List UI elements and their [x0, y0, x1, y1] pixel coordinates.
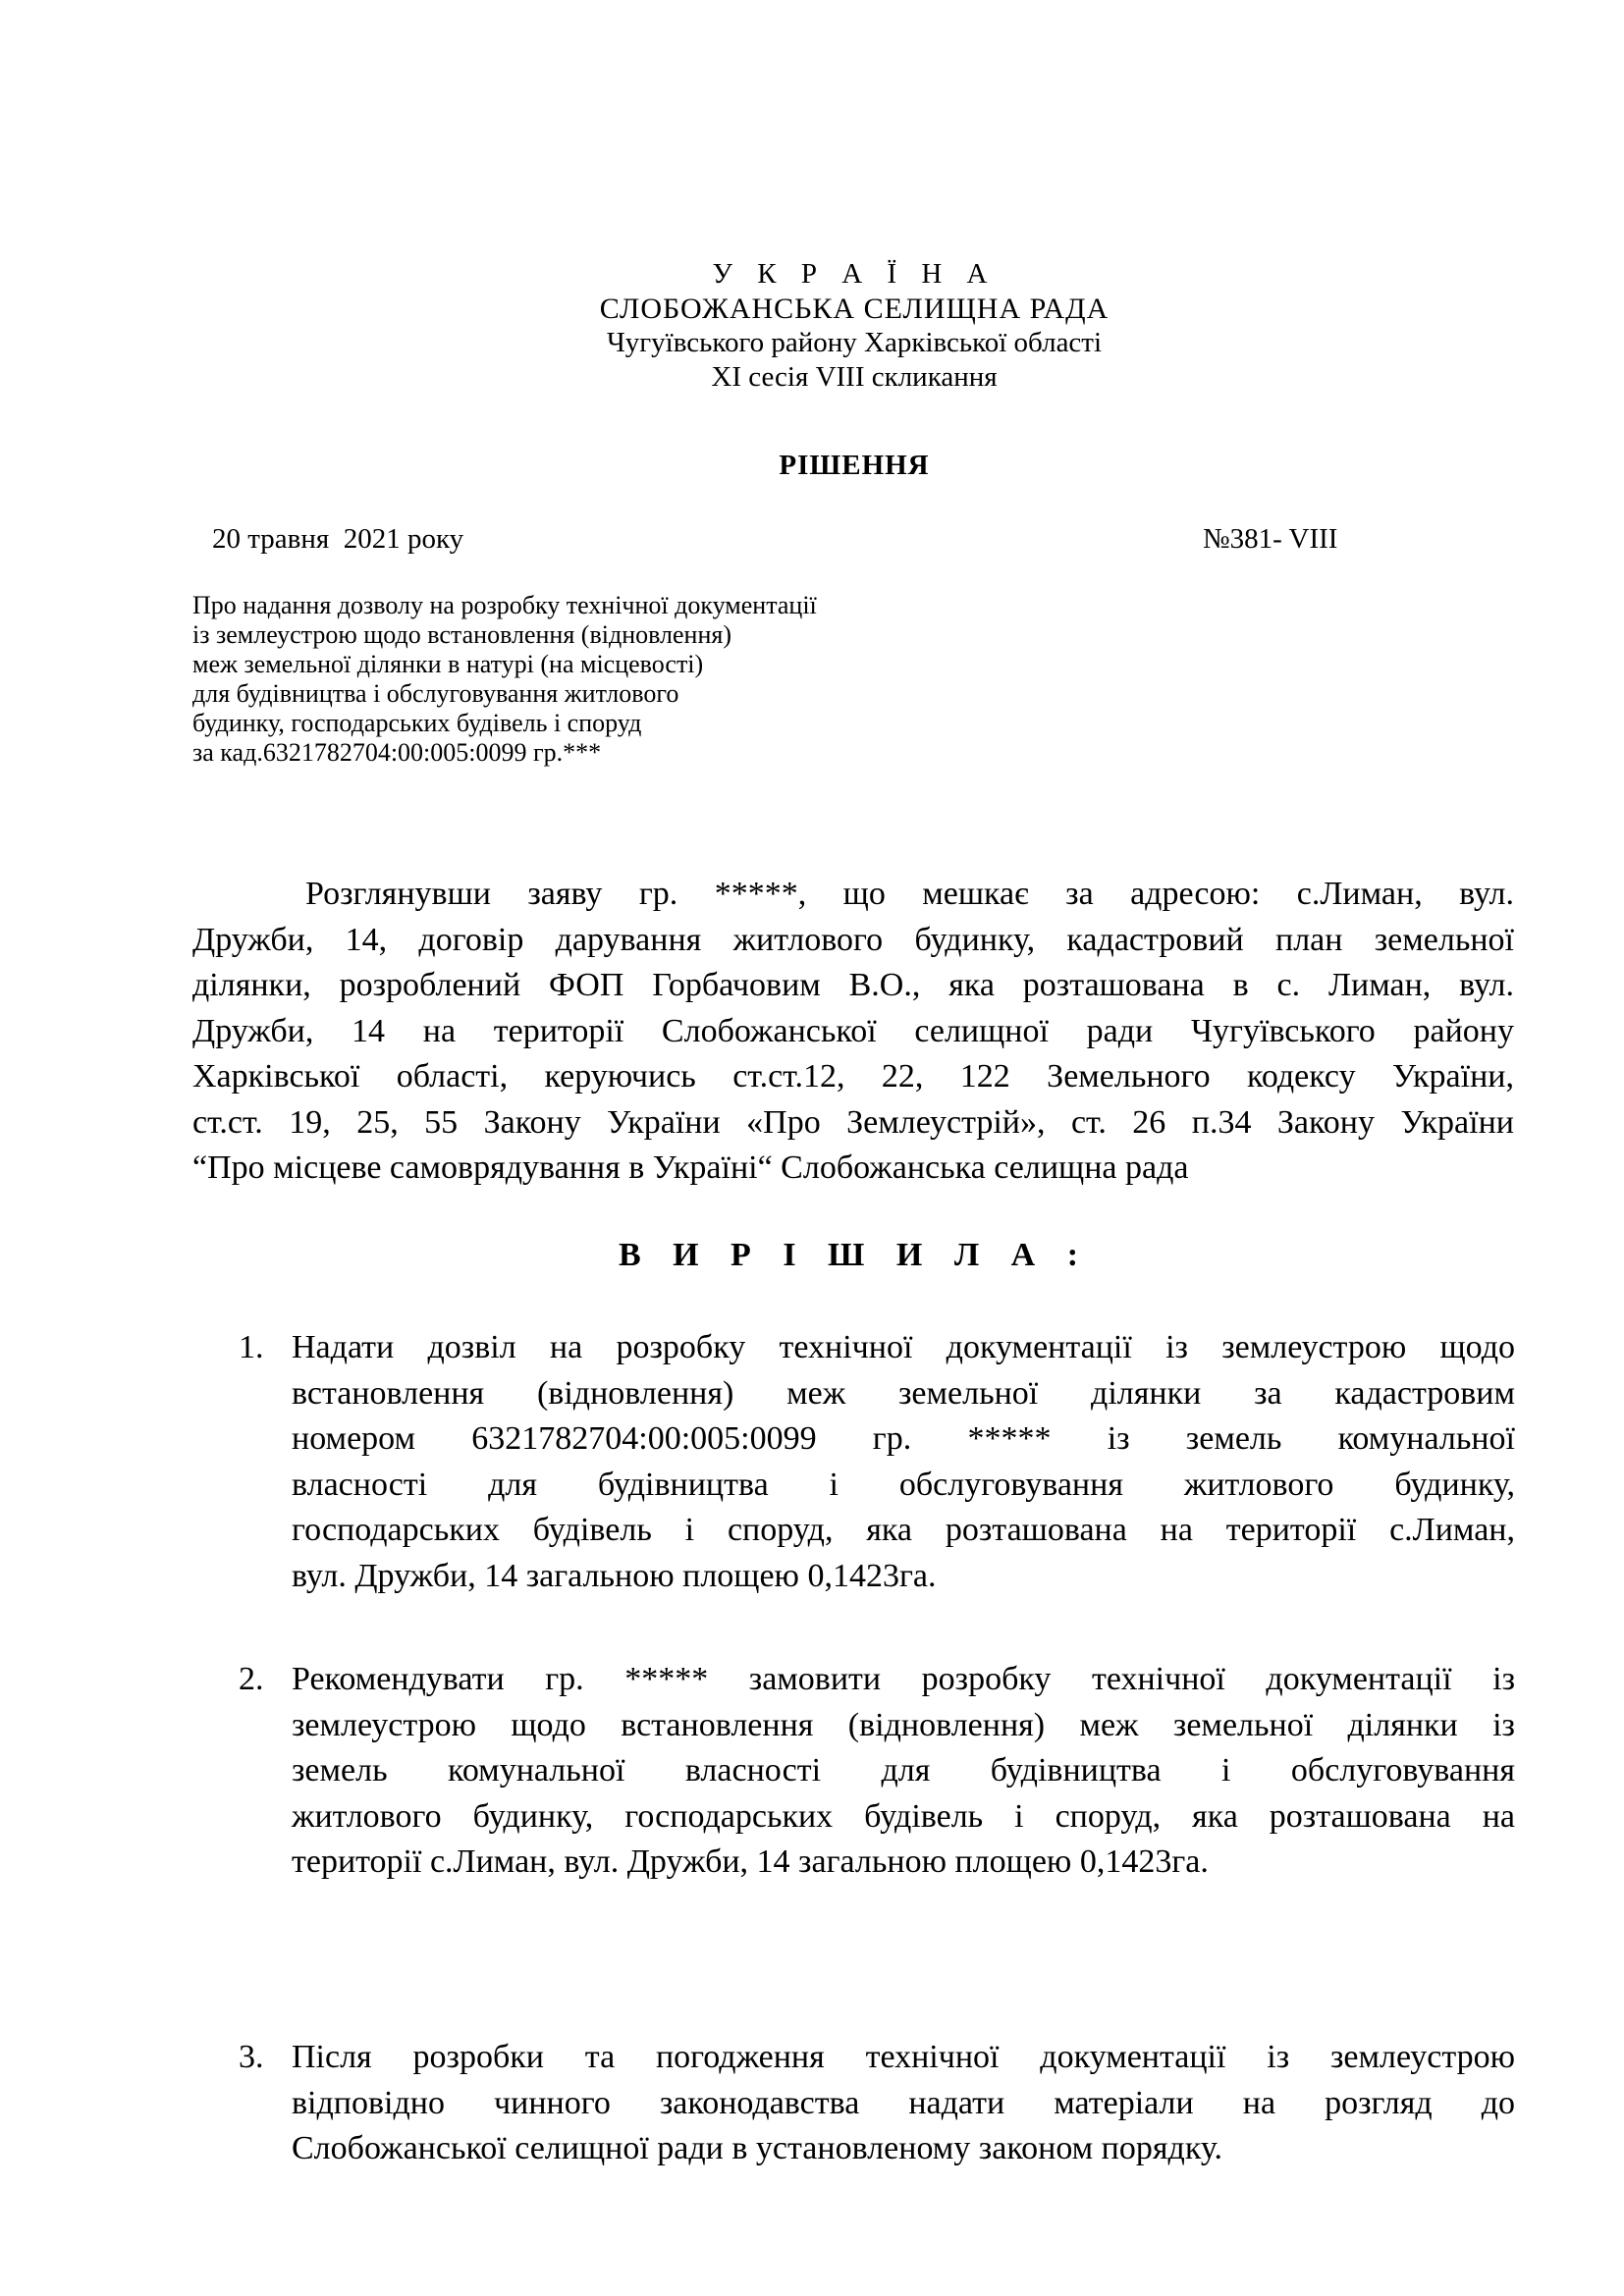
decision-subject [192, 591, 998, 768]
item-line: Слобожанської селищної ради в установленому законом порядку. [292, 2130, 1222, 2166]
item-number: 3. [239, 2039, 264, 2075]
item-line: встановлення (відновлення) меж земельної ділянки за кадастровим [292, 1374, 1515, 1412]
item-line: номером 6321782704:00:005:0099 гр. ***** із земель комунальної [292, 1420, 1515, 1457]
preamble-line: ділянки, розроблений ФОП Горбачовим В.О., яка розташована в с. Лиман, вул. [192, 967, 1514, 1003]
item-line: Рекомендувати гр. ***** замовити розробку технічної документації із [292, 1661, 1515, 1697]
preamble-line: Розглянувши заяву гр. *****, що мешкає за адресою: с.Лиман, вул. [305, 876, 1514, 912]
resolved-heading: В И Р І Ш И Л А : [618, 1237, 1091, 1273]
preamble-line: Харківської області, керуючись ст.ст.12, 22, 122 Земельного кодексу України, [192, 1058, 1514, 1095]
preamble-line: Дружби, 14 на території Слобожанської селищної ради Чугуївського району [192, 1012, 1514, 1049]
item-number: 1. [239, 1329, 264, 1365]
subject-line: меж земельної ділянки в натурі (на місцевості) [192, 650, 704, 678]
item-text [292, 2035, 1515, 2172]
item-text [292, 1657, 1515, 1886]
item-line: господарських будівель і споруд, яка розташована на території с.Лиман, [292, 1512, 1515, 1548]
item-number: 2. [239, 1661, 264, 1697]
item-line: земель комунальної власності для будівництва і обслуговування [292, 1752, 1515, 1789]
subject-line: із землеустрою щодо встановлення (відновлення) [192, 620, 731, 649]
decision-title: РІШЕННЯ [779, 450, 930, 481]
session-name: XI сесія VIII скликання [711, 361, 998, 393]
subject-line: Про надання дозволу на розробку технічної документації [192, 591, 817, 619]
item-line: власності для будівництва і обслуговування житлового будинку, [292, 1466, 1515, 1503]
item-line: вул. Дружби, 14 загальною площею 0,1423га. [292, 1557, 937, 1594]
subject-line: будинку, господарських будівель і споруд [192, 709, 642, 737]
item-line: Надати дозвіл на розробку технічної документації із землеустрою щодо [292, 1329, 1515, 1365]
subject-line: для будівництва і обслуговування житлового [192, 679, 679, 708]
preamble-paragraph [192, 872, 1514, 1192]
district-name: Чугуївського району Харківської області [606, 327, 1103, 358]
subject-line: за кад.6321782704:00:005:0099 гр.*** [192, 738, 602, 767]
council-name: СЛОБОЖАНСЬКА СЕЛИЩНА РАДА [599, 293, 1110, 325]
preamble-line: ст.ст. 19, 25, 55 Закону України «Про Землеустрій», ст. 26 п.34 Закону України [192, 1103, 1514, 1141]
document-header [0, 257, 1624, 395]
decision-number: №381- VIII [1203, 523, 1338, 555]
preamble-line: Дружби, 14, договір дарування житлового будинку, кадастровий план земельної [192, 921, 1514, 958]
item-line: Після розробки та погодження технічної документації із землеустрою [292, 2039, 1515, 2075]
decision-date: 20 травня 2021 року [212, 523, 464, 555]
country-name: У К Р А Ї Н А [712, 258, 997, 290]
preamble-line: “Про місцеве самоврядування в Україні“ Слобожанська селищна рада [192, 1149, 1189, 1186]
item-text [292, 1325, 1515, 1599]
item-line: землеустрою щодо встановлення (відновлення) меж земельної ділянки із [292, 1706, 1515, 1743]
item-line: відповідно чинного законодавства надати матеріали на розгляд до [292, 2084, 1515, 2121]
item-line: території с.Лиман, вул. Дружби, 14 загальною площею 0,1423га. [292, 1843, 1209, 1880]
item-line: житлового будинку, господарських будівель і споруд, яка розташована на [292, 1797, 1515, 1835]
